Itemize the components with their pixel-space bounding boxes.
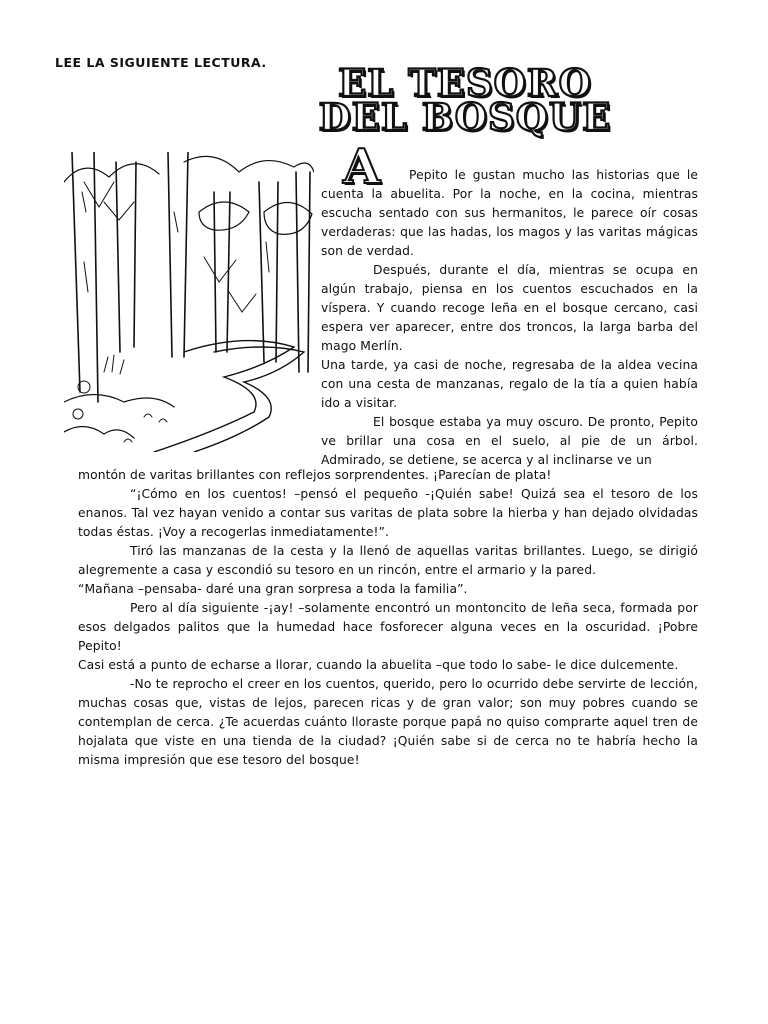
- title-line-2: DEL BOSQUE: [318, 95, 612, 139]
- paragraph-6: Tiró las manzanas de la cesta y la llenó de aquellas varitas brillantes. Luego, se dirigió alegremente a casa y escondió su tesoro en un rincón, entre el armario y la pared.: [78, 544, 698, 577]
- paragraph-8: Pero al día siguiente -¡ay! –solamente encontró un montoncito de leña seca, formada por esos delgados palitos que la humedad hace fosforecer alguna veces en la oscuridad. ¡Pobre Pepito!: [78, 601, 698, 653]
- paragraph-2: Después, durante el día, mientras se ocupa en algún trabajo, piensa en los cuentos escuchados en la víspera. Y cuando recoge leña en el bosque cercano, casi espera ver aparecer, entre dos troncos, la larga barba del mago Merlín.: [321, 263, 698, 353]
- reading-instruction: LEE LA SIGUIENTE LECTURA.: [55, 55, 267, 70]
- forest-illustration: [64, 152, 314, 452]
- paragraph-7: “Mañana –pensaba- daré una gran sorpresa a toda la familia”.: [78, 582, 468, 596]
- paragraph-9: Casi está a punto de echarse a llorar, cuando la abuelita –que todo lo sabe- le dice dulcemente.: [78, 658, 679, 672]
- story-body: [78, 466, 698, 770]
- story-column-right: [321, 166, 698, 470]
- paragraph-3: Una tarde, ya casi de noche, regresaba de la aldea vecina con una cesta de manzanas, regalo de la tía a quien había ido a visitar.: [321, 358, 698, 410]
- paragraph-1: Pepito le gustan mucho las historias que le cuenta la abuelita. Por la noche, en la cocina, mientras escucha sentado con sus hermanitos, le parece oír cosas verdaderas: que las hadas, los magos y las varitas mágicas son de verdad.: [321, 168, 698, 258]
- paragraph-10: -No te reprocho el creer en los cuentos, querido, pero lo ocurrido debe servirte de lección, muchas cosas que, vistas de lejos, parecen ricas y de gran valor; son muy pobres cuando se contemplan de cerca. ¿Te acuerdas cuánto lloraste porque papá no quiso comprarte aquel tren de hojalata que viste en una tienda de la ciudad? ¡Quién sabe si de cerca no te habría hecho la misma impresión que ese tesoro del bosque!: [78, 677, 698, 767]
- story-title: [292, 61, 638, 139]
- paragraph-4-end: montón de varitas brillantes con reflejos sorprendentes. ¡Parecían de plata!: [78, 468, 552, 482]
- paragraph-4-start: El bosque estaba ya muy oscuro. De pronto, Pepito ve brillar una cosa en el suelo, al pie de un árbol. Admirado, se detiene, se acerca y al inclinarse ve un: [321, 415, 698, 467]
- paragraph-5: “¡Cómo en los cuentos! –pensó el pequeño -¡Quién sabe! Quizá sea el tesoro de los enanos. Tal vez hayan venido a contar sus varitas de plata sobre la hierba y han dejado olvidadas todas éstas. ¡Voy a recogerlas inmediatamente!”.: [78, 487, 698, 539]
- title-line-1: EL TESORO: [338, 61, 592, 105]
- drop-cap-letter: A: [343, 139, 381, 195]
